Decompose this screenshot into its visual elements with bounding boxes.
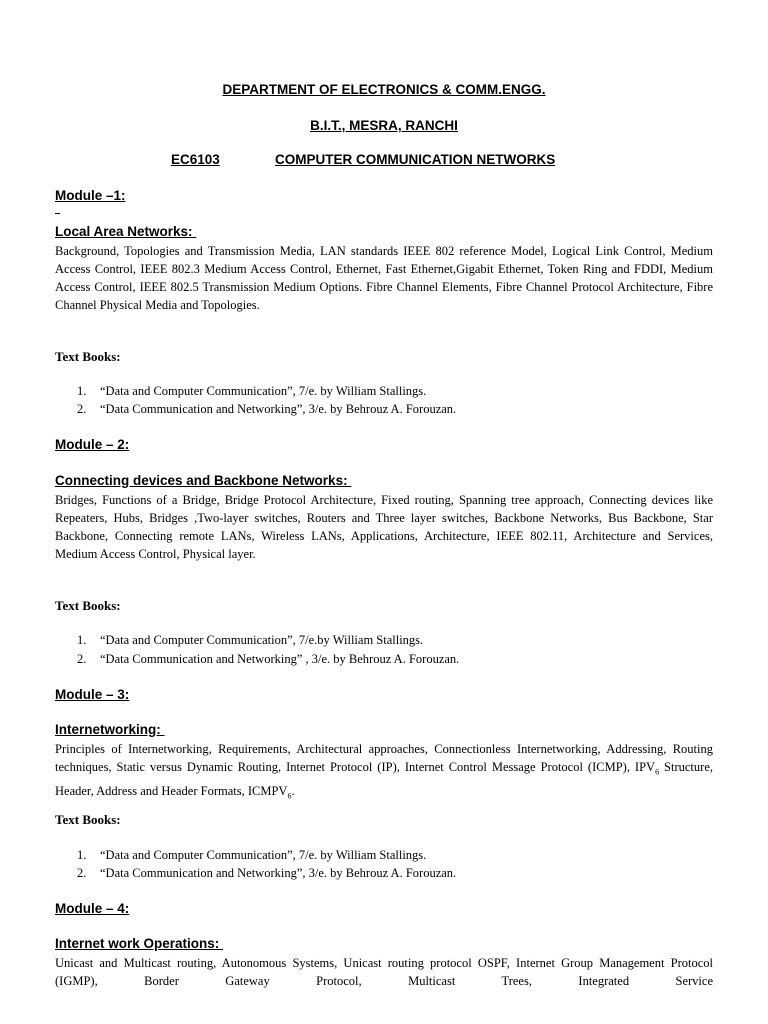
module-1-textbooks-label: Text Books: [55,349,121,364]
book-title: “Data Communication and Networking”, 3/e. by Behrouz A. Forouzan. [100,866,457,880]
description-text: . [291,783,295,798]
subscript: 6 [655,767,660,777]
module-2-textbooks-label: Text Books: [55,598,121,613]
description-text: Structure, Header, Address and Header Formats, ICMPV [55,760,713,798]
department-heading: DEPARTMENT OF ELECTRONICS & COMM.ENGG. [222,82,546,97]
description-text: Principles of Internetworking, Requirements, Architectural approaches, Connectionless Internetworking, Addressing, Routing techniques, Static versus Dynamic Routing, Internet Protocol (IP), Internet Control Message Protocol (ICMP), IPV [55,742,713,774]
book-title: “Data and Computer Communication”, 7/e. by William Stallings. [100,384,427,398]
module-3-description [55,740,713,805]
subscript: 6 [287,791,292,800]
book-number: 2. [77,402,87,416]
stray-underline [55,213,60,214]
book-number: 1. [77,848,87,862]
module-2-book-2 [77,652,459,667]
module-4-description: Unicast and Multicast routing, Autonomous Systems, Unicast routing protocol OSPF, Internet Group Management Protocol (IGMP), Border Gateway Protocol, Multicast Trees, Integrated Service [55,956,713,988]
book-number: 2. [77,652,87,666]
module-1-book-1 [77,384,426,399]
module-3-book-1 [77,848,426,863]
module-4-topic: Internet work Operations: [55,936,224,951]
course-code: EC6103 [171,152,220,167]
module-1-book-2 [77,402,456,417]
module-2-label: Module – 2: [55,437,130,452]
book-number: 2. [77,866,87,880]
module-3-book-2 [77,866,456,881]
module-2-topic: Connecting devices and Backbone Networks: [55,473,352,488]
module-3-textbooks-label: Text Books: [55,812,121,827]
book-title: “Data Communication and Networking” , 3/e. by Behrouz A. Forouzan. [100,652,460,666]
module-1-topic: Local Area Networks: [55,224,197,239]
book-title: “Data Communication and Networking”, 3/e. by Behrouz A. Forouzan. [100,402,457,416]
course-title: COMPUTER COMMUNICATION NETWORKS [275,152,556,167]
module-2-description: Bridges, Functions of a Bridge, Bridge Protocol Architecture, Fixed routing, Spanning tree approach, Connecting devices like Repeaters, Hubs, Bridges ,Two-layer switches, Routers and Three layer switches, Backbone Networks, Bus Backbone, Star Backbone, Connecting remote LANs, Wireless LANs, Applications, Architecture, IEEE 802.11, Architecture and Services, Medium Access Control, Physical layer. [55,493,713,561]
module-3-topic: Internetworking: [55,722,165,737]
book-title: “Data and Computer Communication”, 7/e.by William Stallings. [100,633,424,647]
book-number: 1. [77,633,87,647]
module-4-label: Module – 4: [55,901,130,916]
module-2-book-1 [77,633,423,648]
book-title: “Data and Computer Communication”, 7/e. by William Stallings. [100,848,427,862]
institute-heading: B.I.T., MESRA, RANCHI [310,118,458,133]
book-number: 1. [77,384,87,398]
module-1-description: Background, Topologies and Transmission Media, LAN standards IEEE 802 reference Model, Logical Link Control, Medium Access Control, IEEE 802.3 Medium Access Control, Ethernet, Fast Ethernet,Gigabit Ethernet, Token Ring and FDDI, Medium Access Control, IEEE 802.5 Transmission Medium Options. Fibre Channel Elements, Fibre Channel Protocol Architecture, Fibre Channel Physical Media and Topologies. [55,244,713,312]
module-1-label: Module –1: [55,188,126,203]
module-3-label: Module – 3: [55,687,130,702]
